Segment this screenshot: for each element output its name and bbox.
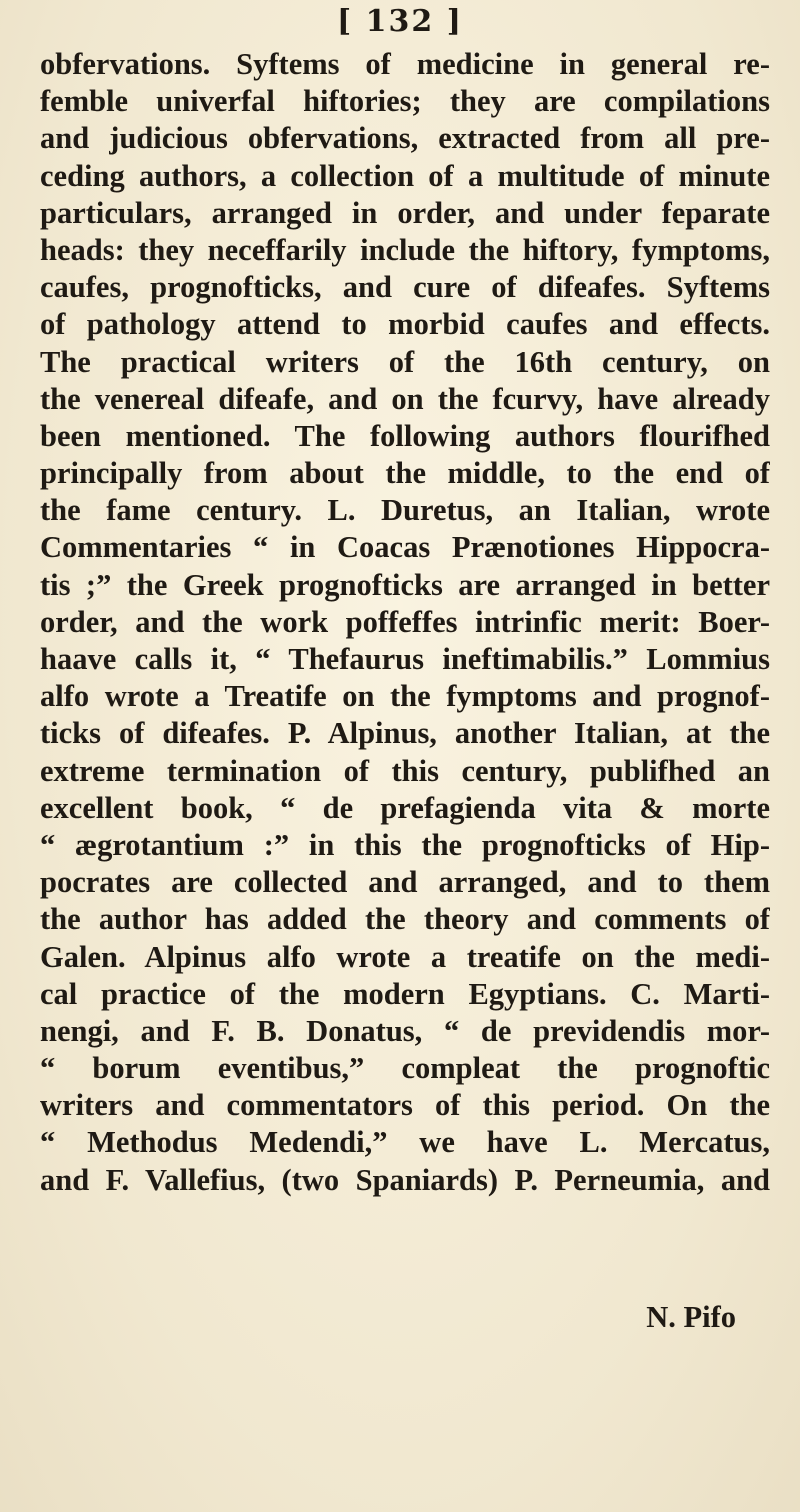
text-line: excellent book, “ de prefagienda vita & morte <box>40 790 770 825</box>
text-line: extreme termination of this century, publifhed an <box>40 753 770 788</box>
text-line: “ ægrotantium :” in this the prognofticks of Hip- <box>40 827 770 862</box>
text-line: “ Methodus Medendi,” we have L. Mercatus, <box>40 1125 770 1160</box>
text-line: heads: they neceffarily include the hiftory, fymptoms, <box>40 232 770 267</box>
text-line: femble univerfal hiftories; they are compilations <box>40 84 770 119</box>
text-line: of pathology attend to morbid caufes and effects. <box>40 307 770 342</box>
text-line: tis ;” the Greek prognofticks are arranged in better <box>40 567 770 602</box>
text-line: the venereal difeafe, and on the fcurvy, have already <box>40 381 770 416</box>
text-line: particulars, arranged in order, and under feparate <box>40 195 770 230</box>
body-text <box>40 46 770 1199</box>
text-line: caufes, prognofticks, and cure of difeafes. Syftems <box>40 270 770 305</box>
text-line: The practical writers of the 16th century, on <box>40 344 770 379</box>
text-line: cal practice of the modern Egyptians. C. Marti- <box>40 976 770 1011</box>
text-line: principally from about the middle, to the end of <box>40 456 770 491</box>
text-line: the author has added the theory and comments of <box>40 902 770 937</box>
text-line: pocrates are collected and arranged, and to them <box>40 865 770 900</box>
text-line: ticks of difeafes. P. Alpinus, another Italian, at the <box>40 716 770 751</box>
text-line: been mentioned. The following authors flourifhed <box>40 418 770 453</box>
text-line: obfervations. Syftems of medicine in general re- <box>40 47 770 81</box>
text-line: “ borum eventibus,” compleat the prognoftic <box>40 1051 770 1086</box>
text-line: and judicious obfervations, extracted from all pre- <box>40 121 770 156</box>
text-line: haave calls it, “ Thefaurus ineftimabilis.” Lommius <box>40 642 770 676</box>
text-line: Commentaries “ in Coacas Prænotiones Hippocra- <box>40 530 770 565</box>
catchword: N. Pifo <box>646 1300 736 1334</box>
text-line: writers and commentators of this period. On the <box>40 1088 770 1123</box>
page-number: [ 132 ] <box>337 4 463 39</box>
text-line: alfo wrote a Treatife on the fymptoms and prognof- <box>40 679 770 714</box>
text-line: the fame century. L. Duretus, an Italian, wrote <box>40 493 770 528</box>
text-line: Galen. Alpinus alfo wrote a treatife on the medi- <box>40 939 770 974</box>
text-line: and F. Vallefius, (two Spaniards) P. Perneumia, and <box>40 1162 770 1197</box>
text-line: order, and the work poffeffes intrinfic merit: Boer- <box>40 604 770 639</box>
text-line: ceding authors, a collection of a multitude of minute <box>40 158 770 193</box>
text-line: nengi, and F. B. Donatus, “ de previdendis mor- <box>40 1013 770 1048</box>
